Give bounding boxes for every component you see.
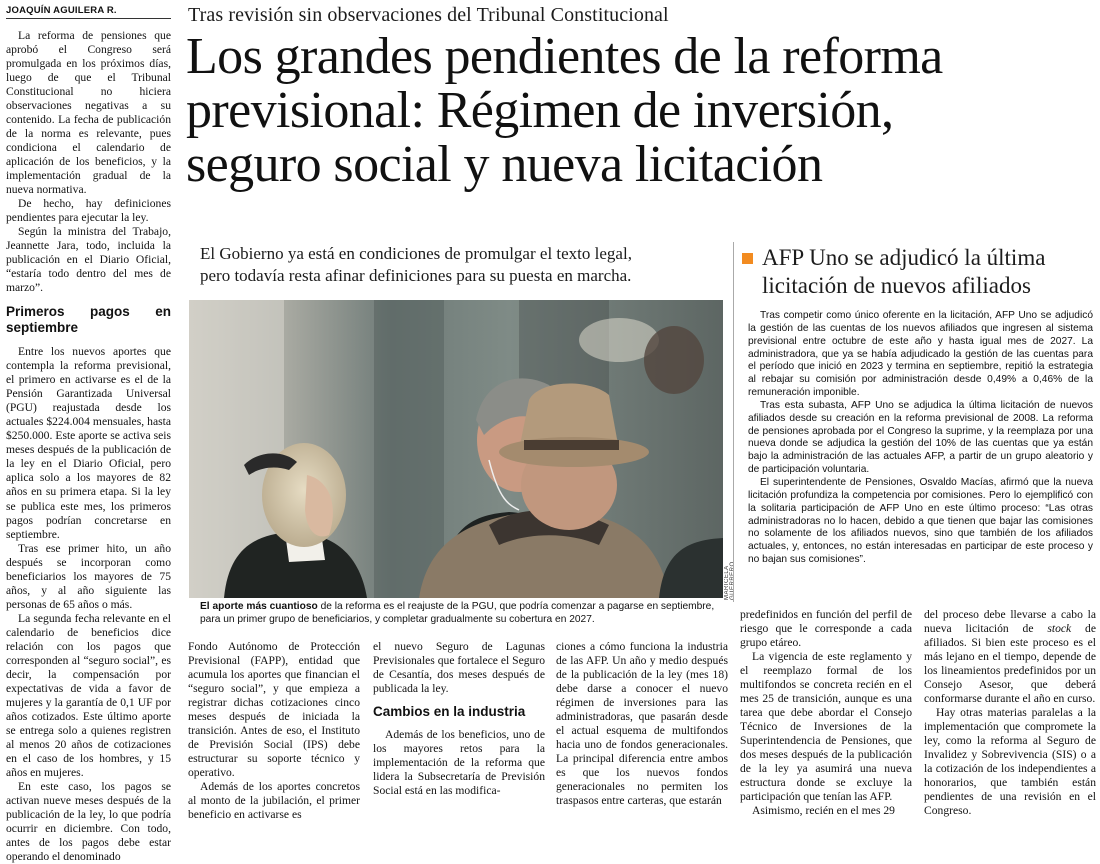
column-5	[740, 608, 912, 818]
sidebar-divider	[733, 242, 734, 602]
byline: JOAQUÍN AGUILERA R.	[6, 5, 117, 16]
col2-p2: Además de los aportes concretos al monto de la jubilación, el primer beneficio en activarse es	[188, 780, 360, 822]
kicker: Tras revisión sin observaciones del Tribunal Constitucional	[188, 4, 669, 26]
left-p7: En este caso, los pagos se activan nueve meses después de la publicación de la ley, lo que podría ocurrir en diciembre. Con todo, antes de los pagos debe estar operando el denominado	[6, 779, 171, 863]
deck	[200, 243, 730, 287]
col6-p2: Hay otras materias paralelas a la implementación que compromete la ley, como la reforma al Seguro de Invalidez y Sobrevivencia (SIS) o a la cotización de los independientes a honorarios, que también están pendientes de una revisión en el Congreso.	[924, 706, 1096, 818]
photo-illustration	[189, 300, 723, 598]
column-4	[556, 640, 728, 808]
left-p4: Entre los nuevos aportes que contempla la reforma previsional, el primero en activarse es el de la Pensión Garantizada Universal (PGU) reajustada desde los actuales $224.004 mensuales, hasta $250.000. Este aporte se activa seis meses después de la publicación de la ley en el Diario Oficial, pero aplica solo a los mayores de 82 años en su primera etapa. Si la ley se publica este mes, los primeros pagos podrían concretarse en septiembre.	[6, 345, 171, 541]
left-p2: De hecho, hay definiciones pendientes para ejecutar la ley.	[6, 197, 171, 225]
column-6	[924, 608, 1096, 818]
col5-p2: La vigencia de este reglamento y el reemplazo formal de los multifondos se concreta recién en el mes 25 de transición, aunque es una tarea que debe abordar el Consejo Técnico de Inversiones de la Superintendencia de Pensiones, que dos meses después de la publicación de la ley ya asumirá una nueva estructura donde se excluye la participación que tenían las AFP.	[740, 650, 912, 804]
sidebar-title-line-2: licitación de nuevos afiliados	[762, 272, 1031, 298]
deck-line-2: pero todavía resta afinar definiciones para su puesta en marcha.	[200, 265, 632, 285]
col3-p2: Además de los beneficios, uno de los mayores retos para la implementación de la reforma que lidera la Subsecretaría de Previsión Social está en las modifica-	[373, 727, 545, 797]
subhead-cambios-industria: Cambios en la industria	[373, 704, 526, 720]
news-photo	[189, 300, 723, 598]
headline-line-1: Los grandes pendientes de la reforma	[186, 28, 943, 85]
sidebar-p1: Tras competir como único oferente en la licitación, AFP Uno se adjudicó la gestión de las cuentas de los nuevos afiliados que ingresen al sistema previsional entre octubre de este año y hasta igual mes de 2027. La administradora, que ya se había adjudicado la gestión de las cuentas para el período que inició en 2023 y termina en septiembre, repitió la estrategia al rebajar su comisión por administración desde 0,49% a 0,46% de la remuneración imponible.	[748, 310, 1093, 399]
photo-caption	[200, 601, 728, 626]
col6-p1: del proceso debe llevarse a cabo la nueva licitación de stock de afiliados. Si bien este proceso es el más lejano en el tiempo, depende de los lineamientos predefinidos por un Consejo Asesor, que deberá conformarse durante el año en curso.	[924, 608, 1096, 706]
sidebar-p2: Tras esta subasta, AFP Uno se adjudica la última licitación de nuevos afiliados desde su creación en la reforma previsional de 2008. La reforma de pensiones aprobada por el Congreso la suprime, y la reemplaza por una nueva donde se adjudica la gestión del 10% de las cuentas que ya están bajo la administración de las actuales AFP, a partir de un grupo aleatorio y de participación voluntaria.	[748, 399, 1093, 476]
left-p3: Según la ministra del Trabajo, Jeannette Jara, todo, incluida la publicación en el Diario Oficial, “estaría todo dentro del mes de marzo”.	[6, 225, 171, 295]
byline-rule	[6, 18, 171, 19]
headline-line-2: previsional: Régimen de inversión,	[186, 82, 894, 140]
caption-bold: El aporte más cuantioso	[200, 601, 318, 612]
col2-p1: Fondo Autónomo de Protección Previsional (FAPP), entidad que acumula los aportes que financian el “seguro social”, y que empieza a registrar dichas cotizaciones cinco meses después de iniciada la transición. Antes de eso, el Instituto de Previsión Social (IPS) debe estructurar su soporte técnico y operativo.	[188, 640, 360, 780]
col4-p1: ciones a cómo funciona la industria de las AFP. Un año y medio después de la publicación de la ley (mes 18) debe darse a conocer el nuevo régimen de inversiones para las administradoras, que pasarán desde el actual esquema de multifondos hacia uno de fondos generacionales. La principal diferencia entre ambos es que los nuevos fondos generacionales no permiten los traspasos entre carteras, que estarán	[556, 640, 728, 808]
sidebar-title	[762, 244, 1097, 299]
col5-p3: Asimismo, recién en el mes 29	[752, 804, 895, 818]
photo-credit: MARICELA GUERRERO	[724, 561, 736, 600]
headline	[186, 30, 1091, 192]
col6-stock-italic: stock	[1047, 622, 1072, 636]
caption-text: de la reforma es el reajuste de la PGU, que podría comenzar a pagarse en septiembre, para un primer grupo de beneficiarios, y completar gradualmente su cobertura en 2027.	[200, 601, 715, 625]
sidebar-p3: El superintendente de Pensiones, Osvaldo Macías, afirmó que la nueva licitación profundiza la competencia por comisiones. Pero lo ejemplificó con la solitaria participación de AFP Uno en este último proceso: “Las otras administradoras no lo hacen, debido a que tienen que bajar las comisiones no solamente de los afiliados nuevos, sino que también de los afiliados actuales, y, entonces, no están interesadas en participar de este proceso y no bajan sus comisiones”.	[748, 476, 1093, 566]
subhead-primeros-pagos: Primeros pagos en septiembre	[6, 304, 171, 335]
left-p6: La segunda fecha relevante en el calendario de beneficios dice relación con los pagos que corresponden al “seguro social”, es decir, la compensación por expectativas de vida a favor de mujeres y la garantía de 0,1 UF por años cotizados. Este último aporte se entrega solo a quienes registren al menos 20 años de cotizaciones en el caso de los hombres, y 15 años en mujeres.	[6, 611, 171, 779]
column-3	[373, 640, 545, 798]
col3-p1: el nuevo Seguro de Lagunas Previsionales que fortalece el Seguro de Cesantía, dos meses después de publicada la ley.	[373, 640, 545, 696]
sidebar-body	[748, 310, 1093, 567]
left-column	[6, 29, 171, 864]
sidebar-accent-square	[742, 253, 753, 264]
left-p5: Tras ese primer hito, un año después se incorporan como beneficiarios los mayores de 75 años, y al año siguiente las personas de 65 años o más.	[6, 541, 171, 611]
col5-p1: predefinidos en función del perfil de riesgo que le corresponde a cada grupo etáreo.	[740, 608, 912, 650]
headline-line-3: seguro social y nueva licitación	[186, 136, 823, 194]
deck-line-1: El Gobierno ya está en condiciones de promulgar el texto legal,	[200, 244, 632, 263]
column-2	[188, 640, 360, 822]
sidebar-title-line-1: AFP Uno se adjudicó la última	[762, 245, 1046, 270]
left-p1: La reforma de pensiones que aprobó el Congreso será promulgada en los próximos días, luego de que el Tribunal Constitucional no hiciera observaciones negativas a su contenido. La fecha de publicación de la norma es relevante, pues condiciona el calendario de aplicación de los beneficios, y la implementación gradual de la nueva normativa.	[6, 29, 171, 197]
